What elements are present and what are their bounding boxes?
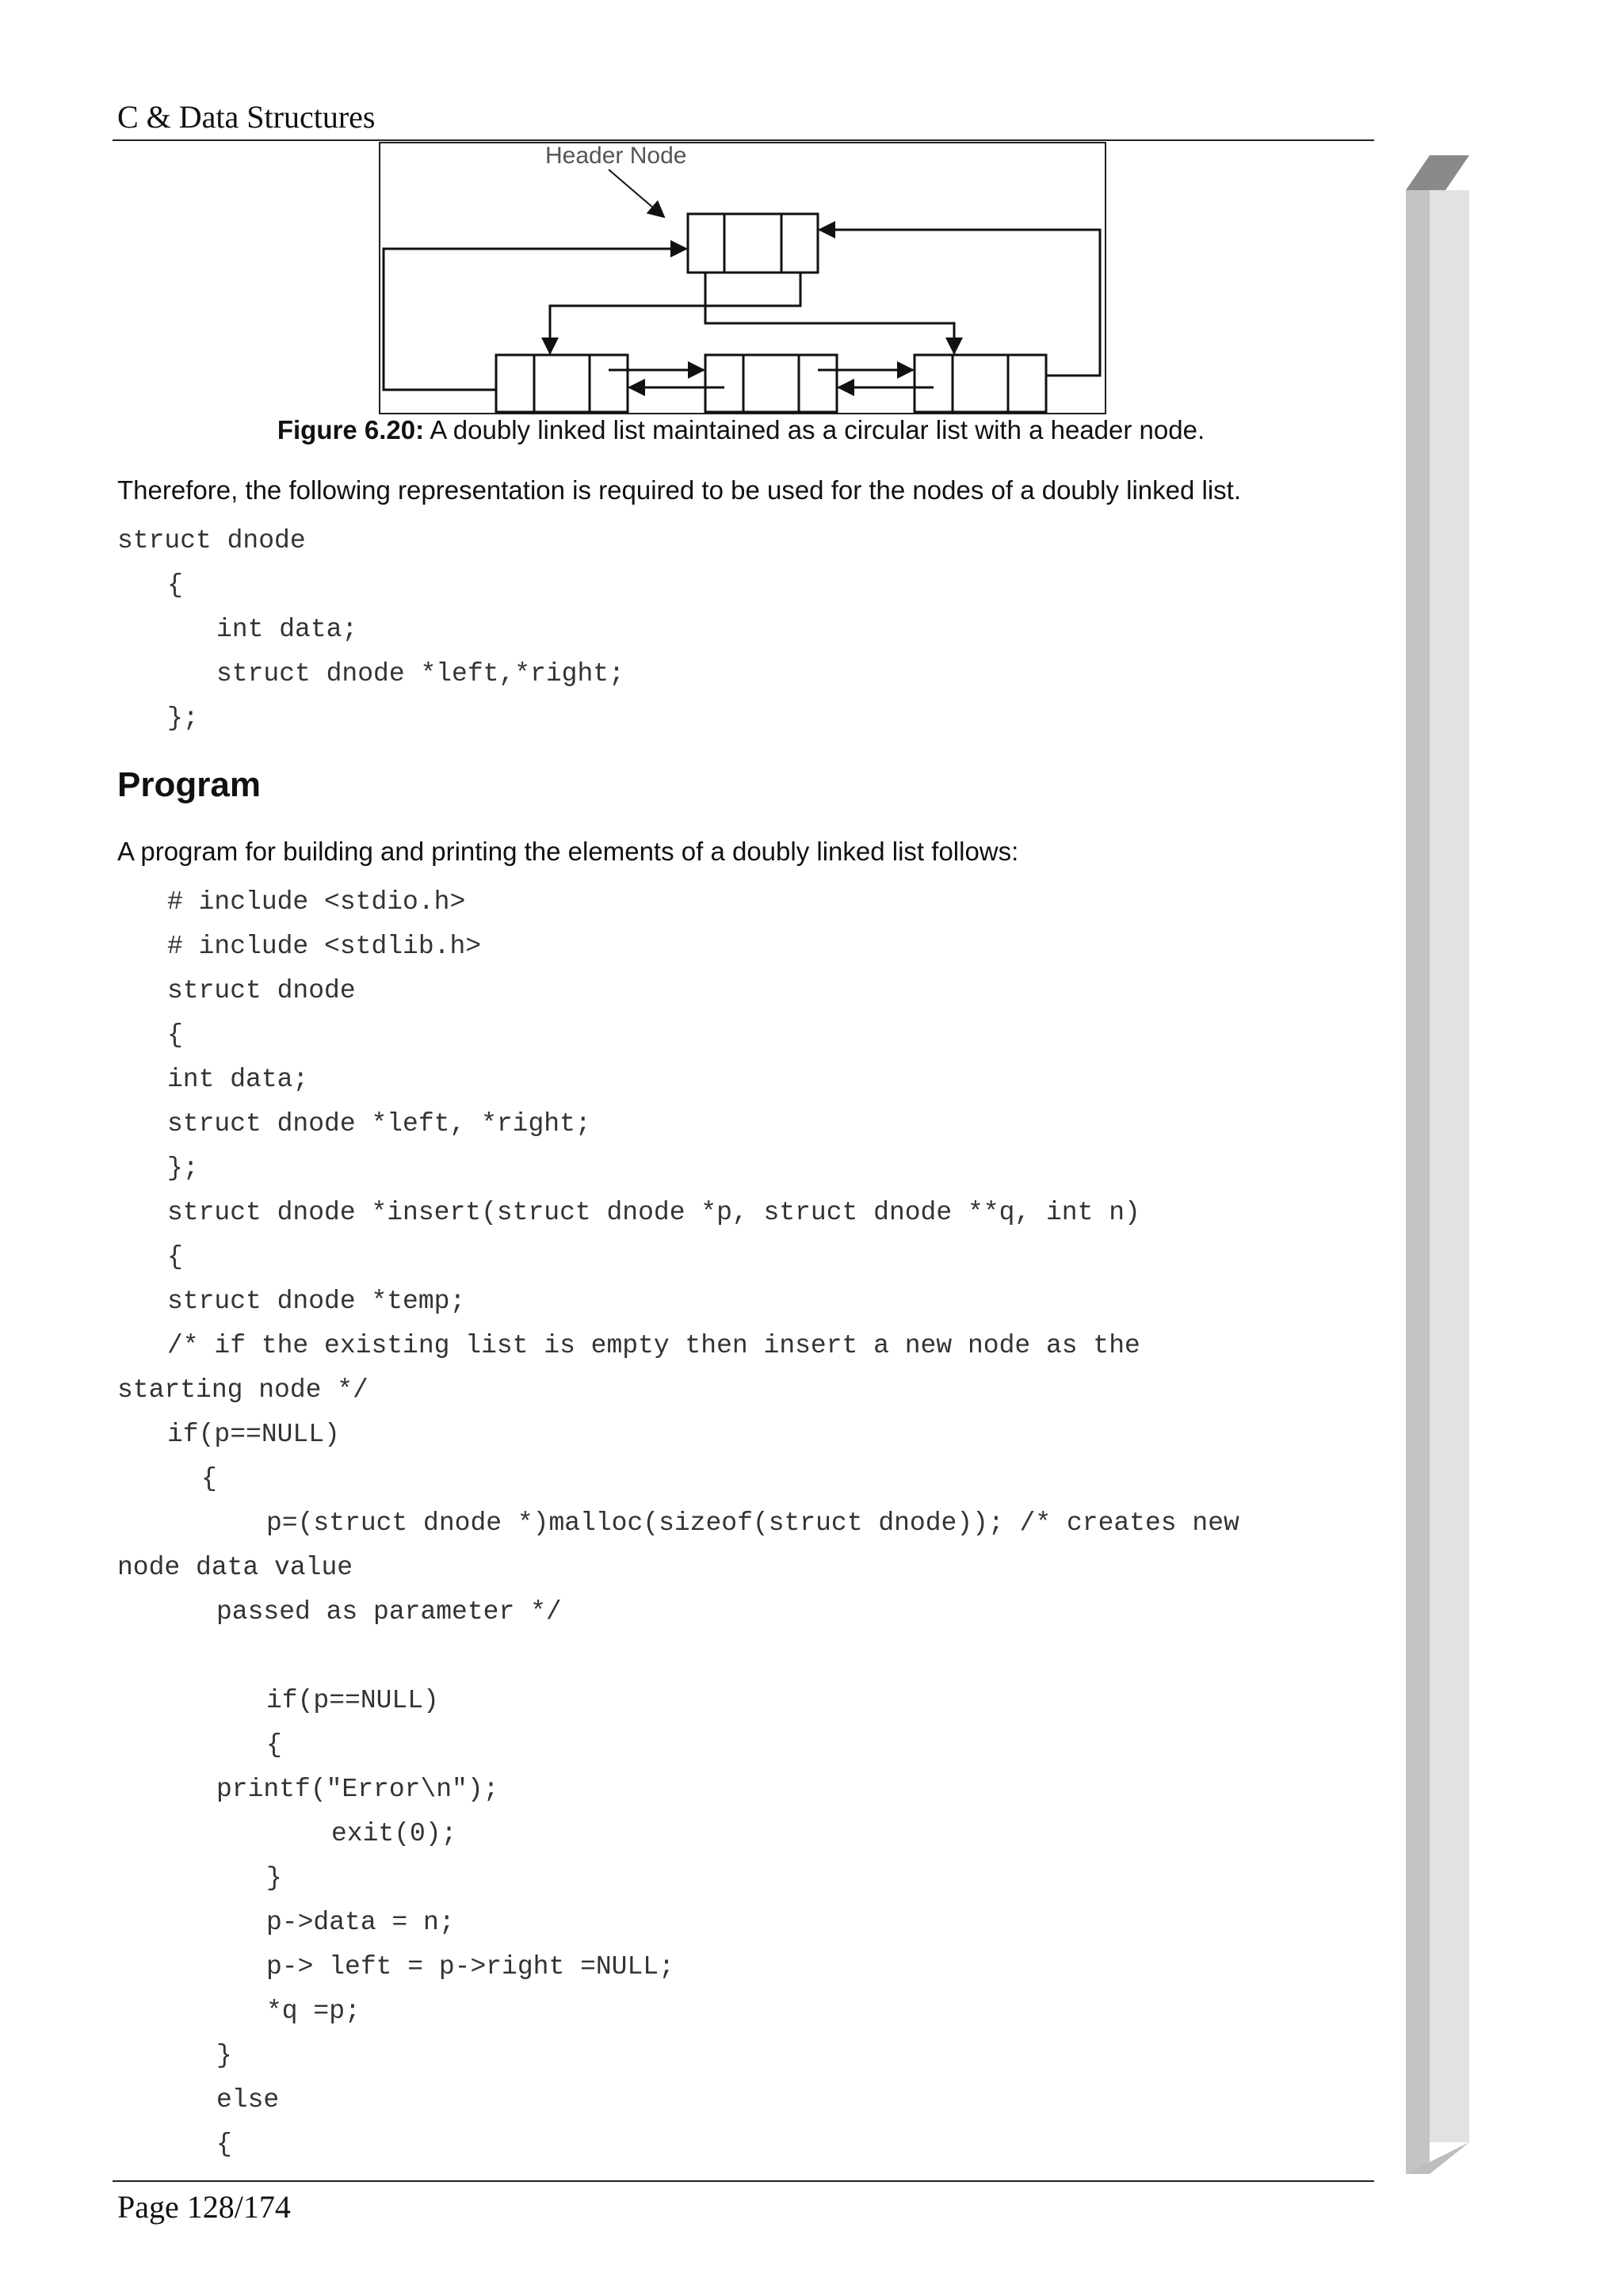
header-right-link xyxy=(705,273,954,353)
code-line-9: { xyxy=(167,1242,183,1272)
code-line-10: struct dnode *temp; xyxy=(167,1287,466,1316)
code-line-13: if(p==NULL) xyxy=(167,1420,340,1449)
figure-caption xyxy=(0,415,1482,445)
code-line-15: p=(struct dnode *)malloc(sizeof(struct dnode)); /* creates new xyxy=(266,1508,1239,1538)
code-line-23: p->data = n; xyxy=(266,1908,455,1937)
program-intro: A program for building and printing the elements of a doubly linked list follows: xyxy=(117,837,1019,866)
header-node-label: Header Node xyxy=(545,143,687,169)
code-line-14: { xyxy=(201,1464,217,1493)
list-node-3 xyxy=(915,355,1046,412)
header-node-pointer xyxy=(609,170,664,217)
code-line-21: exit(0); xyxy=(331,1819,457,1848)
page-header-title: C & Data Structures xyxy=(117,99,376,135)
figure-caption-label: Figure 6.20: xyxy=(277,415,425,444)
header-left-link xyxy=(550,273,800,353)
decorative-side-bar xyxy=(1406,155,1469,2179)
code-line-18: if(p==NULL) xyxy=(266,1686,439,1715)
code-line-17: passed as parameter */ xyxy=(216,1597,562,1627)
footer-rule xyxy=(113,2180,1374,2182)
code-line-6: struct dnode *left, *right; xyxy=(167,1109,591,1138)
intro-paragraph: Therefore, the following representation is required to be used for the nodes of a doubly linked list. xyxy=(117,475,1242,505)
struct-code-line-2: { xyxy=(167,570,183,600)
code-line-2: # include <stdlib.h> xyxy=(167,932,482,961)
page-number: Page 128/174 xyxy=(117,2189,291,2225)
code-line-19: { xyxy=(266,1730,282,1760)
list-node-1 xyxy=(496,355,628,412)
struct-code-line-3: int data; xyxy=(216,615,358,644)
header-node xyxy=(688,214,818,273)
code-line-22: } xyxy=(266,1863,282,1893)
code-line-7: }; xyxy=(167,1154,199,1183)
code-line-3: struct dnode xyxy=(167,976,356,1005)
code-line-25: *q =p; xyxy=(266,1997,361,2026)
code-line-28: { xyxy=(216,2130,232,2159)
struct-code-line-1: struct dnode xyxy=(117,526,306,555)
struct-code-line-4: struct dnode *left,*right; xyxy=(216,659,624,688)
code-line-26: } xyxy=(216,2041,232,2070)
doubly-linked-list-diagram xyxy=(379,141,1108,415)
code-line-5: int data; xyxy=(167,1065,309,1094)
code-line-20: printf("Error\n"); xyxy=(216,1775,499,1804)
code-line-11: /* if the existing list is empty then insert a new node as the xyxy=(167,1331,1140,1360)
list-node-2 xyxy=(705,355,837,412)
code-line-4: { xyxy=(167,1020,183,1050)
code-line-8: struct dnode *insert(struct dnode *p, struct dnode **q, int n) xyxy=(167,1198,1140,1227)
section-heading: Program xyxy=(117,765,261,804)
code-line-16: node data value xyxy=(117,1553,353,1582)
struct-code-line-5: }; xyxy=(167,704,199,733)
code-line-27: else xyxy=(216,2085,280,2115)
code-line-12: starting node */ xyxy=(117,1375,369,1405)
figure-caption-text: A doubly linked list maintained as a circular list with a header node. xyxy=(424,415,1205,444)
code-line-24: p-> left = p->right =NULL; xyxy=(266,1952,674,1981)
code-line-1: # include <stdio.h> xyxy=(167,887,466,917)
loop-right xyxy=(819,230,1100,376)
